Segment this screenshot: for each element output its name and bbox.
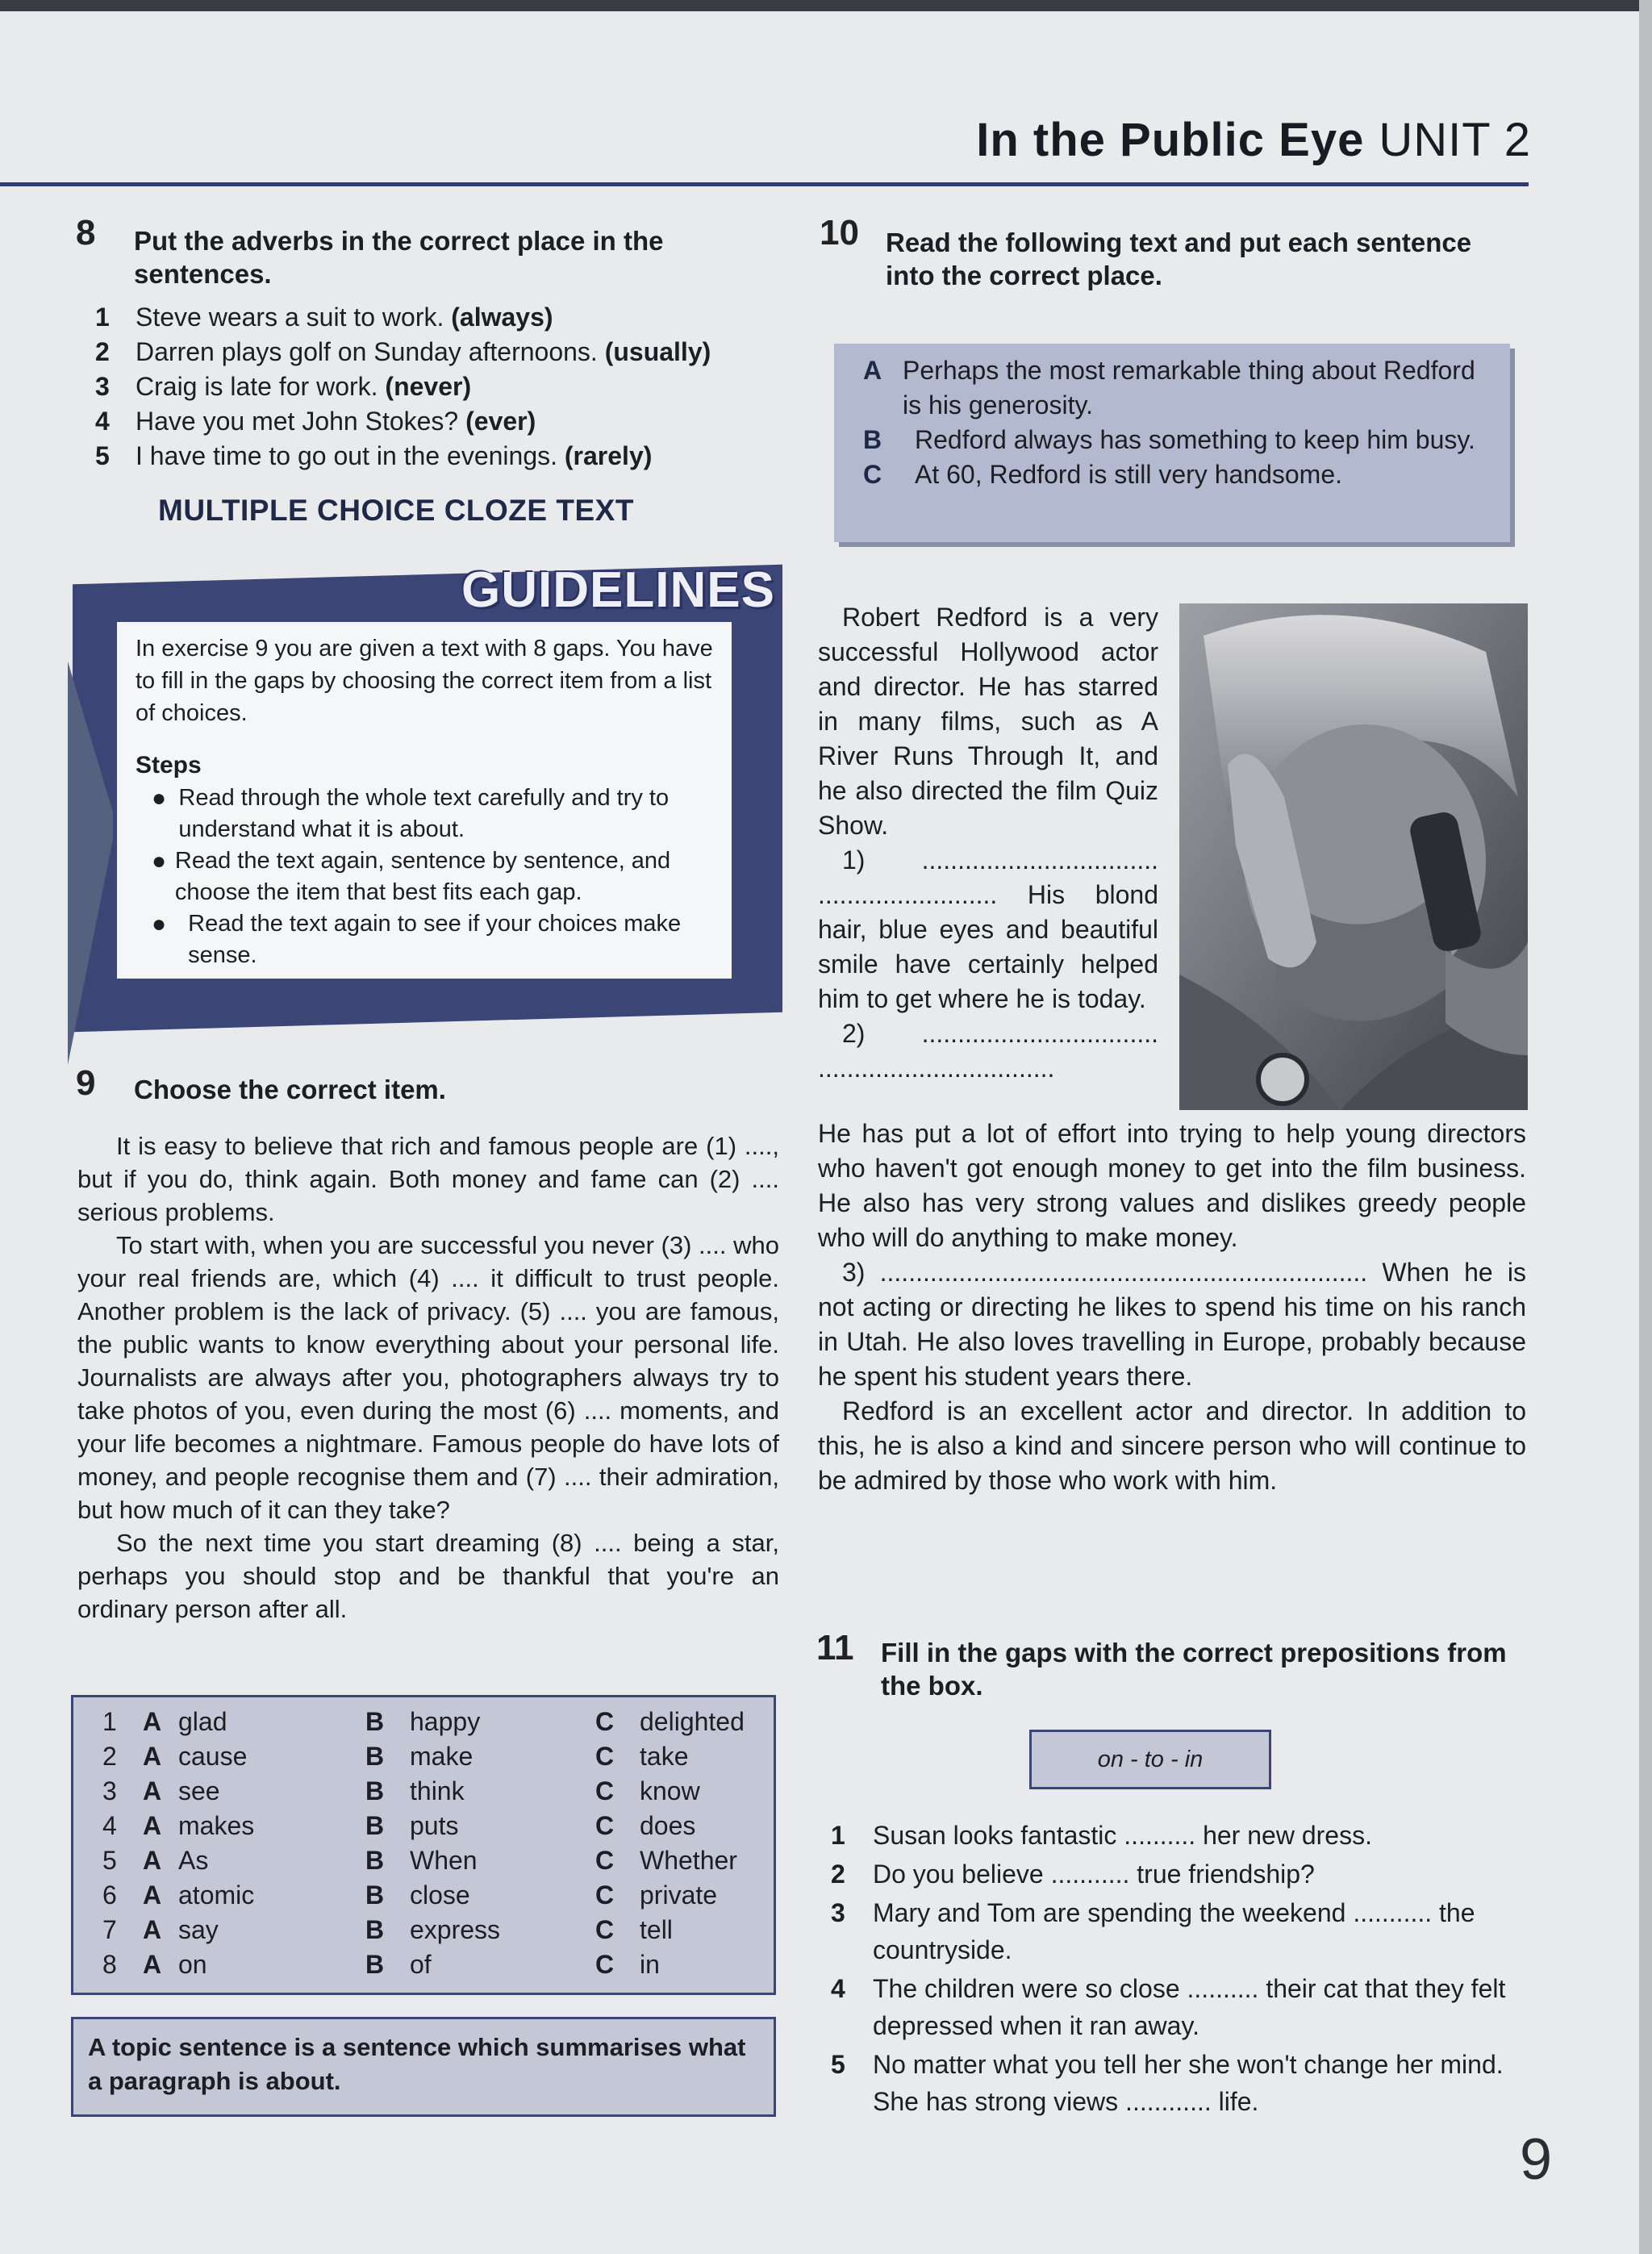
list-item-text: The children were so close .......... their cat that they felt depressed when it ran away. — [873, 1974, 1506, 2040]
table-cell: 7 — [102, 1915, 117, 1944]
table-cell: close — [410, 1880, 470, 1910]
table-cell: A — [143, 1707, 162, 1736]
table-row — [102, 1880, 717, 1910]
list-item-text: Darren plays golf on Sunday afternoons. — [136, 337, 605, 366]
exercise-9-title: Choose the correct item. — [134, 1075, 446, 1104]
exercise-10-title: Read the following text and put each sentence into the correct place. — [886, 227, 1472, 290]
table-cell: C — [595, 1742, 615, 1771]
table-cell: 5 — [102, 1846, 117, 1875]
table-cell: As — [178, 1846, 209, 1875]
bullet-icon: ● — [152, 848, 167, 874]
list-item-text: Redford always has something to keep him busy. — [915, 425, 1475, 454]
gap-3: 3) .................................................................... When he is not acting or directing he likes to spend his time on his ranch in Utah. He also loves travelling in Europe, probably because he spent his student years there. — [818, 1258, 1526, 1391]
list-item-text: 4 — [95, 407, 110, 436]
exercise-9-number: 9 — [76, 1063, 96, 1103]
paragraph: It is easy to believe that rich and famous people are (1) ...., but if you do, think again. Both money and fame can (2) .... serious problems. — [77, 1132, 779, 1226]
list-item-text: Susan looks fantastic .......... her new dress. — [873, 1821, 1372, 1850]
page-right-edge — [1639, 0, 1652, 2254]
table-cell: C — [595, 1846, 615, 1875]
list-item — [863, 423, 1492, 457]
table-cell: C — [595, 1811, 615, 1840]
exercise-11-list — [831, 1817, 1526, 2122]
list-item — [152, 908, 723, 971]
list-item-text: Read through the whole text carefully and try to understand what it is about. — [178, 785, 670, 842]
list-item-text: 1 — [831, 1821, 845, 1850]
table-cell: C — [595, 1915, 615, 1944]
list-item-text: Mary and Tom are spending the weekend ........... the countryside. — [873, 1898, 1475, 1964]
reading-text-narrow — [818, 600, 1158, 1086]
table-row — [102, 1846, 737, 1876]
section-heading: MULTIPLE CHOICE CLOZE TEXT — [158, 494, 634, 527]
table-cell: B — [365, 1707, 385, 1736]
table-cell: C — [595, 1880, 615, 1910]
table-cell: B — [365, 1950, 385, 1979]
table-cell: B — [365, 1811, 385, 1840]
list-item — [95, 404, 789, 439]
page-number: 9 — [1520, 2127, 1553, 2192]
table-cell: express — [410, 1915, 501, 1944]
table-row — [102, 1707, 745, 1737]
table-cell: makes — [178, 1811, 255, 1840]
table-cell: B — [365, 1880, 385, 1910]
table-cell: A — [143, 1915, 162, 1944]
reading-text-full — [818, 1117, 1526, 1498]
exercise-9-text — [77, 1129, 779, 1626]
guidelines-steps-heading: Steps — [136, 752, 202, 778]
list-item-text: Do you believe ........... true friendship? — [873, 1860, 1315, 1889]
gap-2: 2) ................................. ................................. — [818, 1019, 1158, 1083]
list-item — [152, 783, 723, 845]
topic-sentence-note: A topic sentence is a sentence which summarises what a paragraph is about. — [71, 2017, 776, 2117]
list-item-text — [136, 439, 652, 474]
table-row — [102, 1776, 700, 1806]
list-item-text: No matter what you tell her she won't change her mind. She has strong views ............ life. — [873, 2050, 1504, 2116]
list-item-text: (usually) — [604, 337, 711, 366]
guidelines-steps — [152, 783, 723, 971]
table-cell: B — [365, 1915, 385, 1944]
list-item-text: 3 — [831, 1898, 845, 1927]
list-item-text — [136, 300, 553, 335]
exercise-8-number: 8 — [76, 213, 96, 253]
list-item — [831, 1855, 1526, 1893]
table-cell: A — [143, 1950, 162, 1979]
list-item-text: 5 — [831, 2050, 845, 2079]
list-item-text: (rarely) — [564, 441, 653, 470]
table-cell: C — [595, 1776, 615, 1805]
table-cell: B — [365, 1846, 385, 1875]
table-cell: puts — [410, 1811, 459, 1840]
exercise-8-list — [95, 300, 789, 474]
table-cell: of — [410, 1950, 432, 1979]
list-item-text: 1 — [95, 303, 110, 332]
table-cell: say — [178, 1915, 219, 1944]
bullet-icon: ● — [152, 785, 167, 812]
list-item-text: B — [863, 425, 882, 454]
portrait-photo — [1179, 603, 1528, 1110]
list-item-text: C — [863, 460, 882, 489]
paragraph: He has put a lot of effort into trying to help young directors who haven't got enough money to get into the film business. He also has very strong values and dislikes greedy people who will do anything to make money. — [818, 1119, 1526, 1252]
header-rule — [0, 182, 1529, 186]
table-cell: see — [178, 1776, 220, 1805]
list-item-text: 2 — [95, 337, 110, 366]
table-cell: tell — [640, 1915, 673, 1944]
table-cell: know — [640, 1776, 700, 1805]
table-cell: on — [178, 1950, 207, 1979]
table-cell: happy — [410, 1707, 481, 1736]
exercise-9-options-table — [71, 1695, 776, 1995]
list-item-text: 3 — [95, 372, 110, 401]
guidelines-title: GUIDELINES — [461, 562, 775, 618]
table-cell: A — [143, 1742, 162, 1771]
unit-title: In the Public Eye — [976, 114, 1365, 166]
table-cell: C — [595, 1707, 615, 1736]
list-item-text: Steve wears a suit to work. — [136, 303, 452, 332]
table-cell: 4 — [102, 1811, 117, 1840]
table-cell: B — [365, 1742, 385, 1771]
list-item-text: 4 — [831, 1974, 845, 2003]
list-item — [831, 1970, 1526, 2044]
exercise-11-number: 11 — [816, 1628, 854, 1668]
table-cell: 6 — [102, 1880, 117, 1910]
table-cell: A — [143, 1776, 162, 1805]
guidelines-wedge — [68, 662, 116, 1065]
list-item-text: Read the text again to see if your choices make sense. — [188, 911, 682, 968]
list-item-text: Read the text again, sentence by sentence, and choose the item that best fits each gap. — [174, 848, 671, 905]
list-item — [863, 457, 1492, 492]
table-cell: A — [143, 1846, 162, 1875]
exercise-8-title: Put the adverbs in the correct place in the sentences. — [134, 226, 664, 289]
list-item-text: (always) — [451, 303, 553, 332]
table-row — [102, 1742, 688, 1772]
list-item — [95, 300, 789, 335]
table-cell: A — [143, 1811, 162, 1840]
table-cell: private — [640, 1880, 718, 1910]
table-row — [102, 1950, 660, 1980]
table-cell: cause — [178, 1742, 248, 1771]
list-item-text: 2 — [831, 1860, 845, 1889]
table-cell: When — [410, 1846, 478, 1875]
list-item — [831, 1894, 1526, 1968]
table-cell: atomic — [178, 1880, 255, 1910]
top-edge — [0, 0, 1652, 11]
table-cell: A — [143, 1880, 162, 1910]
list-item — [95, 439, 789, 474]
guidelines-intro: In exercise 9 you are given a text with 8 gaps. You have to fill in the gaps by choosing the correct item from a list of choices. — [136, 636, 713, 726]
table-cell: take — [640, 1742, 689, 1771]
table-cell: glad — [178, 1707, 227, 1736]
table-cell: 3 — [102, 1776, 117, 1805]
bullet-icon: ● — [152, 911, 167, 937]
table-row — [102, 1915, 673, 1945]
list-item-text: I have time to go out in the evenings. — [136, 441, 565, 470]
list-item — [95, 369, 789, 404]
list-item-text — [136, 404, 536, 439]
list-item-text: (ever) — [465, 407, 536, 436]
list-item — [863, 353, 1492, 423]
list-item — [152, 845, 723, 908]
list-item-text: Have you met John Stokes? — [136, 407, 466, 436]
list-item-text — [136, 369, 471, 404]
gap-1: 1) ................................. ......................... His blond hair, blue eyes and beautiful smile have certainly helped him to get where he is today. — [818, 845, 1158, 1013]
table-cell: 2 — [102, 1742, 117, 1771]
list-item-text: A — [863, 356, 882, 385]
list-item-text: (never) — [385, 372, 472, 401]
table-cell: 8 — [102, 1950, 117, 1979]
exercise-11-title: Fill in the gaps with the correct prepositions from the box. — [881, 1638, 1507, 1701]
list-item — [95, 335, 789, 369]
list-item-text: Perhaps the most remarkable thing about Redford is his generosity. — [903, 356, 1475, 419]
paragraph: Robert Redford is a very successful Hollywood actor and director. He has starred in many films, such as A River Runs Through It, and he also directed the film Quiz Show. — [818, 603, 1158, 840]
list-item — [831, 1817, 1526, 1854]
table-cell: in — [640, 1950, 660, 1979]
paragraph: So the next time you start dreaming (8) .... being a star, perhaps you should stop and be thankful that you're an ordinary person after all. — [77, 1529, 779, 1623]
list-item-text: Craig is late for work. — [136, 372, 386, 401]
prepositions-box: on - to - in — [1029, 1730, 1271, 1789]
paragraph: To start with, when you are successful you never (3) .... who your real friends are, which (4) .... it difficult to trust people. Another problem is the lack of privacy. (5) .... you are famous, the public wants to know everything about your personal life. Journalists are always after you, photographers always try to take photos of you, even during the most (6) .... moments, and your life becomes a nightmare. Famous people do have lots of money, and people recognise them and (7) .... their admiration, but how much of it can they take? — [77, 1231, 779, 1524]
table-cell: make — [410, 1742, 473, 1771]
list-item-text — [136, 335, 711, 369]
table-cell: delighted — [640, 1707, 745, 1736]
table-cell: think — [410, 1776, 465, 1805]
list-item-text: 5 — [95, 441, 110, 470]
table-row — [102, 1811, 695, 1841]
exercise-10-number: 10 — [820, 213, 859, 253]
paragraph: Redford is an excellent actor and director. In addition to this, he is also a kind and sincere person who will continue to be admired by those who work with him. — [818, 1396, 1526, 1495]
table-cell: B — [365, 1776, 385, 1805]
table-cell: C — [595, 1950, 615, 1979]
unit-label: UNIT 2 — [1379, 114, 1531, 166]
list-item — [831, 2046, 1526, 2120]
table-cell: Whether — [640, 1846, 737, 1875]
unit-header — [976, 113, 1531, 167]
table-cell: 1 — [102, 1707, 117, 1736]
list-item-text: At 60, Redford is still very handsome. — [915, 460, 1343, 489]
table-cell: does — [640, 1811, 696, 1840]
exercise-10-options — [863, 353, 1492, 492]
